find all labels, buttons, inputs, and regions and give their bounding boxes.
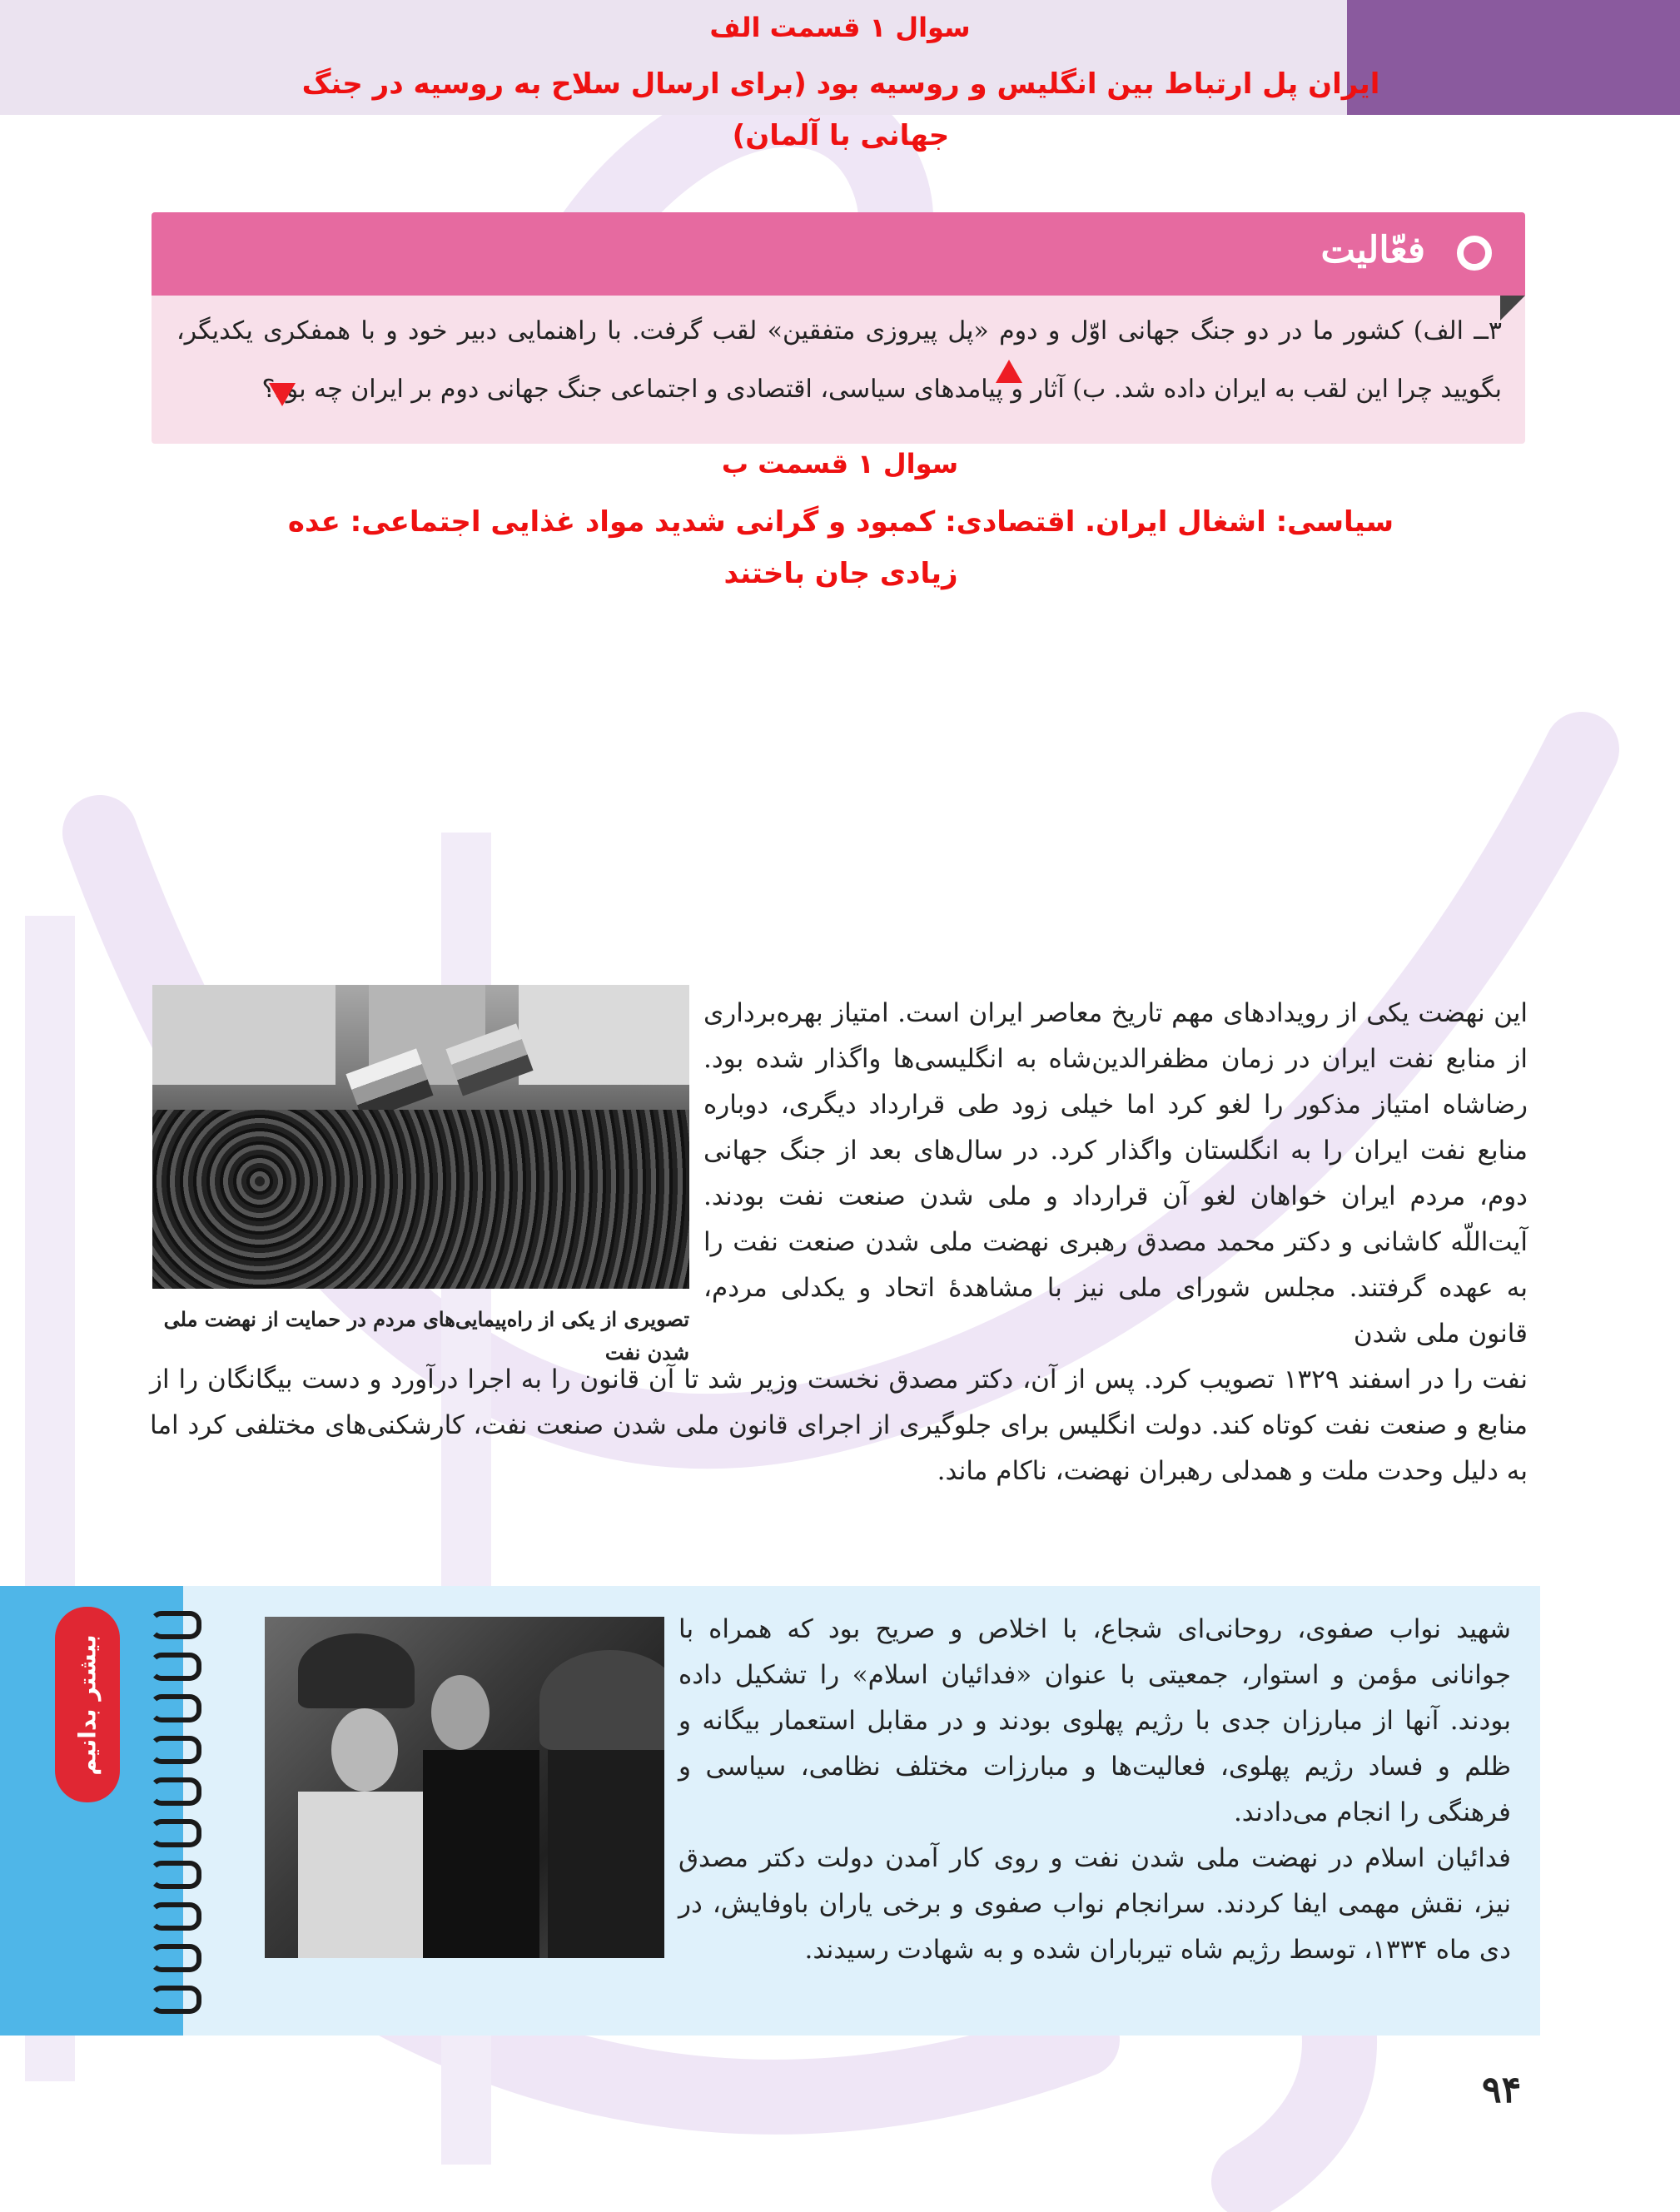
page-fold-icon	[1500, 296, 1525, 321]
know-more-paragraph-2: فدائیان اسلام در نهضت ملی شدن نفت و روی کار آمدن دولت دکتر مصدق نیز، نقش مهمی ایفا کردند. سرانجام نواب صفوی و برخی یاران باوفایش، در دی ماه ۱۳۳۴، توسط رژیم شاه تیرباران شده و به شهادت رسیدند.	[678, 1843, 1511, 1965]
main-paragraph-part2: نفت را در اسفند ۱۳۲۹ تصویب کرد. پس از آن، دکتر مصدق نخست وزیر شد تا آن قانون را به اجرا درآورد و دست بیگانگان را از منابع و صنعت نفت کوتاه کند. دولت انگلیس برای جلوگیری از اجرای قانون ملی شدن صنعت نفت، کارشکنی‌های مختلفی کرد اما به دلیل وحدت ملت و همدلی رهبران نهضت، ناکام ماند.	[150, 1364, 1528, 1486]
answer-part-a-text: ایران پل ارتباط بین انگلیس و روسیه بود (برای ارسال سلاح به روسیه در جنگ جهانی با آلمان)	[301, 67, 1380, 152]
spiral-ring-icon	[150, 1653, 201, 1681]
activity-text: ۳ــ الف) کشور ما در دو جنگ جهانی اوّل و دوم «پل پیروزی متفقین» لقب گرفت. با راهنمایی دبیر خود و با همفکری یکدیگر، بگویید چرا این لقب به ایران داده شد. ب) آثار و پیامدهای سیاسی، اقتصادی و اجتماعی جنگ جهانی دوم بر ایران چه بود؟	[176, 316, 1502, 404]
page-number: ۹۴	[1482, 2069, 1522, 2111]
know-more-tab	[55, 1607, 120, 1802]
spiral-ring-icon	[150, 1611, 201, 1639]
spiral-ring-icon	[150, 1944, 201, 1972]
answer-part-b-title: سوال ۱ قسمت ب	[721, 448, 959, 480]
triangle-up-icon	[996, 360, 1022, 383]
spiral-ring-icon	[150, 1986, 201, 2014]
photo-robe	[298, 1792, 440, 1958]
answer-part-b-text: سیاسی: اشغال ایران. اقتصادی: کمبود و گرانی شدید مواد غذایی اجتماعی: عده زیادی جان باختند	[287, 505, 1394, 590]
spiral-ring-icon	[150, 1736, 201, 1764]
photo-helmet	[539, 1650, 664, 1750]
photo-building	[519, 985, 689, 1085]
photo-oil-nationalization-march	[152, 985, 689, 1289]
spiral-ring-icon	[150, 1902, 201, 1931]
activity-title: فعّالیت	[1320, 229, 1425, 271]
photo-navvab-safavi	[265, 1617, 664, 1958]
photo-crowd	[152, 1110, 689, 1289]
photo-face	[331, 1708, 398, 1792]
triangle-down-icon	[269, 383, 296, 406]
photo-figure	[548, 1750, 664, 1958]
spiral-ring-icon	[150, 1861, 201, 1889]
photo-face	[431, 1675, 490, 1750]
photo-building	[152, 985, 336, 1085]
photo1-caption: تصویری از یکی از راه‌پیمایی‌های مردم در حمایت از نهضت ملی شدن نفت	[163, 1307, 689, 1364]
know-more-paragraph-1: شهید نواب صفوی، روحانی‌ای شجاع، با اخلاص و صریح بود که همراه با جوانانی مؤمن و استوار، جمعیتی با عنوان «فدائیان اسلام» را تشکیل داده بودند. آنها از مبارزان جدی با رژیم پهلوی بودند و در مقابل استعمار بیگانه و ظلم و فساد رژیم پهلوی، فعالیت‌ها و مبارزات مختلف نظامی، سیاسی و فرهنگی را انجام می‌دادند.	[678, 1614, 1511, 1827]
spiral-ring-icon	[150, 1819, 201, 1847]
answer-part-a-title: سوال ۱ قسمت الف	[709, 12, 971, 43]
spiral-ring-icon	[150, 1777, 201, 1806]
know-more-text	[678, 1607, 1511, 1973]
photo-helmet	[298, 1633, 415, 1708]
spiral-ring-icon	[150, 1694, 201, 1722]
main-paragraph-part1: این نهضت یکی از رویدادهای مهم تاریخ معاصر ایران است. امتیاز بهره‌برداری از منابع نفت ایران در زمان مظفرالدین‌شاه به انگلیسی‌ها واگذار شده بود. رضاشاه امتیاز مذکور را لغو کرد اما خیلی زود طی قرارداد دیگری، دوباره منابع نفت ایران را به انگلستان واگذار کرد. در سال‌های بعد از جنگ جهانی دوم، مردم ایران خواهان لغو آن قرارداد و ملی شدن صنعت نفت بودند. آیت‌اللّه کاشانی و دکتر محمد مصدق رهبری نهضت ملی شدن صنعت نفت را به عهده گرفتند. مجلس شورای ملی نیز با مشاهدهٔ اتحاد و یکدلی مردم، قانون ملی شدن	[703, 998, 1528, 1349]
activity-box	[152, 212, 1525, 444]
photo-coat	[423, 1750, 539, 1958]
know-more-label: بیشتر بدانیم	[73, 1633, 102, 1776]
activity-bullet-icon	[1457, 236, 1492, 271]
activity-header	[152, 212, 1525, 296]
